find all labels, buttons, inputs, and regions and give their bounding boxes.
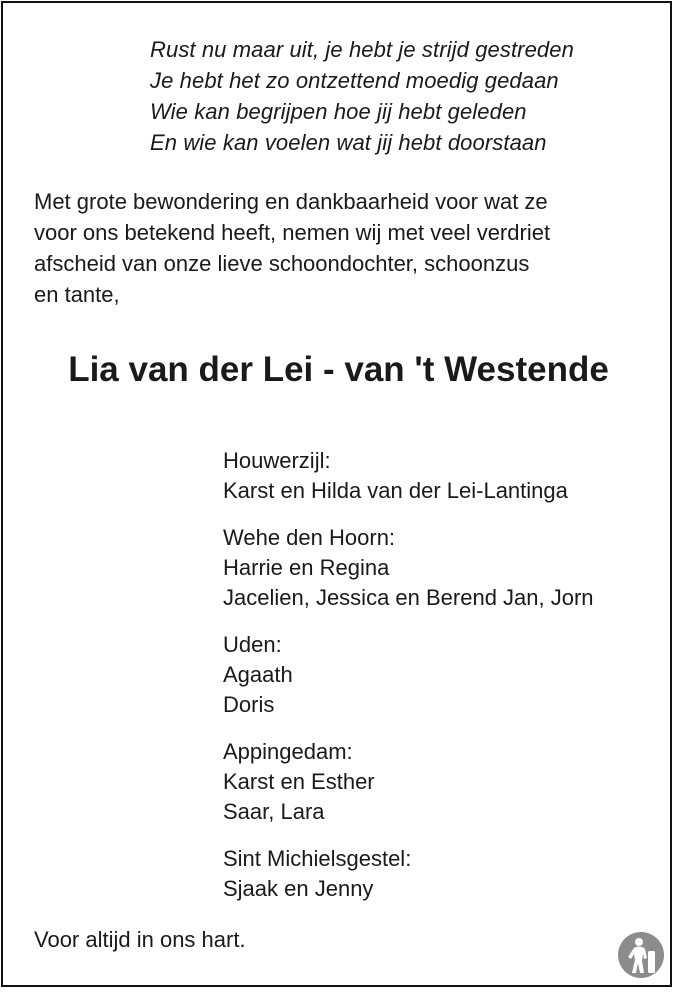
family-names: Agaath [223,662,293,687]
family-names: Karst en Esther [223,769,375,794]
family-names: Saar, Lara [223,799,325,824]
family-names: Harrie en Regina [223,555,390,580]
family-names: Doris [223,692,275,717]
family-place: Wehe den Hoorn: [223,525,396,550]
family-names: Karst en Hilda van der Lei-Lantinga [223,478,568,503]
intro-line: voor ons betekend heeft, nemen wij met veel verdriet [34,220,551,245]
closing-line: Voor altijd in ons hart. [34,927,246,952]
family-place: Sint Michielsgestel: [223,846,412,871]
family-group [223,630,594,720]
deceased-name: Lia van der Lei - van 't Westende [68,350,609,389]
memorial-figure-icon [617,931,665,979]
family-names: Jacelien, Jessica en Berend Jan, Jorn [223,585,594,610]
family-names: Sjaak en Jenny [223,876,374,901]
family-place: Uden: [223,632,282,657]
family-place: Appingedam: [223,739,353,764]
family-group [223,844,594,904]
poem-line: En wie kan voelen wat jij hebt doorstaan [150,130,547,155]
poem-verse [150,34,574,158]
family-group [223,446,594,506]
logo-figure-head [635,938,643,946]
intro-text [34,186,634,310]
poem-line: Je hebt het zo ontzettend moedig gedaan [150,68,559,93]
intro-line: en tante, [34,282,120,307]
family-group [223,737,594,827]
family-list [223,446,594,921]
family-group [223,523,594,613]
family-place: Houwerzijl: [223,448,331,473]
poem-line: Rust nu maar uit, je hebt je strijd gestreden [150,37,574,62]
logo-stone [648,951,655,973]
intro-line: Met grote bewondering en dankbaarheid voor wat ze [34,189,548,214]
intro-line: afscheid van onze lieve schoondochter, schoonzus [34,251,530,276]
poem-line: Wie kan begrijpen hoe jij hebt geleden [150,99,527,124]
